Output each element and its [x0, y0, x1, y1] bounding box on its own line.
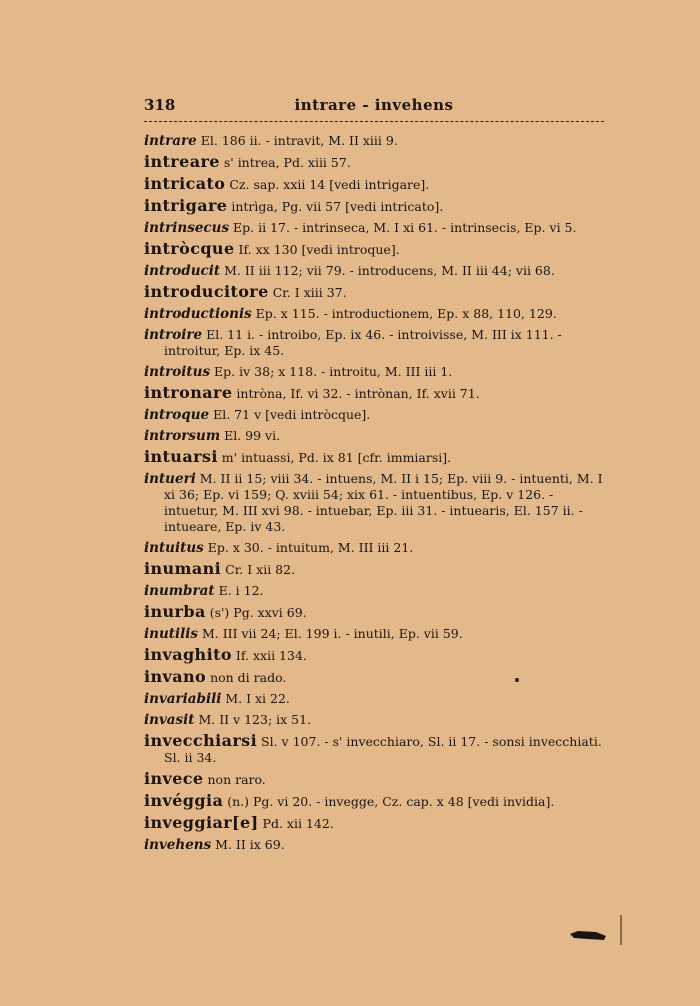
- entry-headword: inurba: [144, 602, 206, 621]
- entry-headword: invaghito: [144, 645, 232, 664]
- entry-references: El. 186 ii. - intravit, M. II xiii 9.: [196, 133, 398, 148]
- dictionary-entry: [144, 449, 604, 466]
- entry-references: s' intrea, Pd. xiii 57.: [219, 155, 351, 170]
- entry-headword: inumbrat: [144, 583, 215, 599]
- dictionary-entry: [144, 815, 604, 832]
- entry-references: M. II ix 69.: [211, 837, 285, 852]
- entry-headword: intrare: [144, 133, 197, 149]
- dictionary-entry: [144, 133, 604, 149]
- entry-references: Pd. xii 142.: [258, 816, 334, 831]
- library-stamp-mark: [568, 925, 608, 943]
- entry-references: M. II v 123; ix 51.: [194, 712, 312, 727]
- dictionary-entry: [144, 407, 604, 423]
- entry-headword: introire: [144, 327, 203, 343]
- entry-references: intrìga, Pg. vii 57 [vedi intricato].: [227, 199, 444, 214]
- dictionary-entry: [144, 583, 604, 599]
- dictionary-entry: [144, 154, 604, 171]
- entry-references: intròna, If. vi 32. - intrònan, If. xvii 71.: [232, 386, 480, 401]
- entry-references: non di rado.: [206, 670, 287, 685]
- entry-headword: intrinsecus: [144, 220, 230, 236]
- dictionary-entry: [144, 241, 604, 258]
- page-edge-mark: [620, 915, 622, 945]
- dictionary-entry: [144, 428, 604, 444]
- entry-references: Ep. x 30. - intuitum, M. III iii 21.: [203, 540, 414, 555]
- entry-headword: invehens: [144, 837, 212, 853]
- entry-references: Cr. I xiii 37.: [268, 285, 347, 300]
- entry-references: If. xxii 134.: [231, 648, 307, 663]
- entry-headword: intuitus: [144, 540, 204, 556]
- entry-references: m' intuassi, Pd. ix 81 [cfr. immiarsi].: [217, 450, 452, 465]
- dictionary-entry: [144, 327, 604, 359]
- entry-headword: intueri: [144, 471, 196, 487]
- entry-headword: invariabili: [144, 691, 222, 707]
- dictionary-entry: [144, 771, 604, 788]
- dictionary-entry: [144, 604, 604, 621]
- dictionary-entry: [144, 540, 604, 556]
- running-title: intrare - invehens: [294, 96, 454, 114]
- entry-headword: introrsum: [144, 428, 221, 444]
- entry-headword: inutilis: [144, 626, 198, 642]
- dictionary-entry: [144, 284, 604, 301]
- dictionary-entry: [144, 263, 604, 279]
- entry-headword: intronare: [144, 383, 233, 402]
- entry-headword: invecchiarsi: [144, 731, 258, 750]
- page-header: [144, 96, 604, 118]
- entry-headword: invasit: [144, 712, 195, 728]
- entry-references: Cz. sap. xxii 14 [vedi intrigare].: [225, 177, 430, 192]
- entry-headword: introductionis: [144, 306, 252, 322]
- entry-references: Ep. ii 17. - intrinseca, M. I xi 61. - intrinsecis, Ep. vi 5.: [229, 220, 577, 235]
- entry-references: M. III vii 24; El. 199 i. - inutili, Ep. vii 59.: [197, 626, 463, 641]
- dictionary-entry: [144, 691, 604, 707]
- entry-references: El. 99 vi.: [220, 428, 281, 443]
- dictionary-entry: [144, 471, 604, 535]
- entry-references: El. 71 v [vedi intròcque].: [209, 407, 371, 422]
- dictionary-entry: [144, 733, 604, 766]
- entry-references: M. II iii 112; vii 79. - introducens, M. II iii 44; vii 68.: [220, 263, 555, 278]
- entry-headword: introque: [144, 407, 210, 423]
- entry-references: M. I xi 22.: [221, 691, 290, 706]
- entry-references: If. xx 130 [vedi introque].: [234, 242, 400, 257]
- entry-headword: intreare: [144, 152, 220, 171]
- entry-references: (n.) Pg. vi 20. - invegge, Cz. cap. x 48 [vedi invidia].: [223, 794, 555, 809]
- entry-references: Cr. I xii 82.: [221, 562, 296, 577]
- entry-references: Ep. x 115. - introductionem, Ep. x 88, 110, 129.: [251, 306, 557, 321]
- entry-references: E. i 12.: [214, 583, 264, 598]
- entry-headword: intrigare: [144, 196, 228, 215]
- dictionary-entry: [144, 626, 604, 642]
- dictionary-entry: [144, 793, 604, 810]
- entry-headword: introducit: [144, 263, 221, 279]
- page-number: 318: [144, 96, 176, 114]
- dictionary-entry: [144, 647, 604, 664]
- entry-headword: intricato: [144, 174, 226, 193]
- entry-headword: introducitore: [144, 282, 269, 301]
- dictionary-entry: [144, 669, 604, 686]
- entry-headword: inumani: [144, 559, 222, 578]
- entry-headword: intuarsi: [144, 447, 218, 466]
- dictionary-entry: [144, 561, 604, 578]
- entry-headword: inveggiar[e]: [144, 813, 259, 832]
- entry-headword: invéggia: [144, 791, 224, 810]
- dictionary-entry: [144, 198, 604, 215]
- entry-headword: intròcque: [144, 239, 235, 258]
- dictionary-entry: [144, 364, 604, 380]
- dictionary-entry: [144, 176, 604, 193]
- entry-headword: introitus: [144, 364, 211, 380]
- entry-list: [144, 133, 604, 858]
- entry-references: El. 11 i. - introibo, Ep. ix 46. - introivisse, M. III ix 111. - introitur, Ep. ix 45.: [164, 327, 562, 358]
- entry-references: Sl. v 107. - s' invecchiaro, Sl. ii 17. - sonsi invecchiati. Sl. ii 34.: [164, 734, 602, 765]
- entry-headword: invano: [144, 667, 207, 686]
- dictionary-entry: [144, 712, 604, 728]
- entry-references: Ep. iv 38; x 118. - introitu, M. III iii 1.: [210, 364, 453, 379]
- entry-references: (s') Pg. xxvi 69.: [205, 605, 307, 620]
- dictionary-entry: [144, 306, 604, 322]
- header-rule: [144, 121, 604, 122]
- dictionary-entry: [144, 385, 604, 402]
- entry-references: M. II ii 15; viii 34. - intuens, M. II i 15; Ep. viii 9. - intuenti, M. I xi 36; Ep. vi 159; Q. xviii 54; xix 61. - intuentibus, Ep. v 126. - intuetur, M. III xvi 98. - intuebar, Ep. iii 31. - intuearis, El. 157 ii. - intueare, Ep. iv 43.: [164, 471, 603, 534]
- dictionary-entry: [144, 220, 604, 236]
- dictionary-entry: [144, 837, 604, 853]
- entry-references: non raro.: [203, 772, 266, 787]
- ink-speck: [515, 678, 519, 682]
- entry-headword: invece: [144, 769, 204, 788]
